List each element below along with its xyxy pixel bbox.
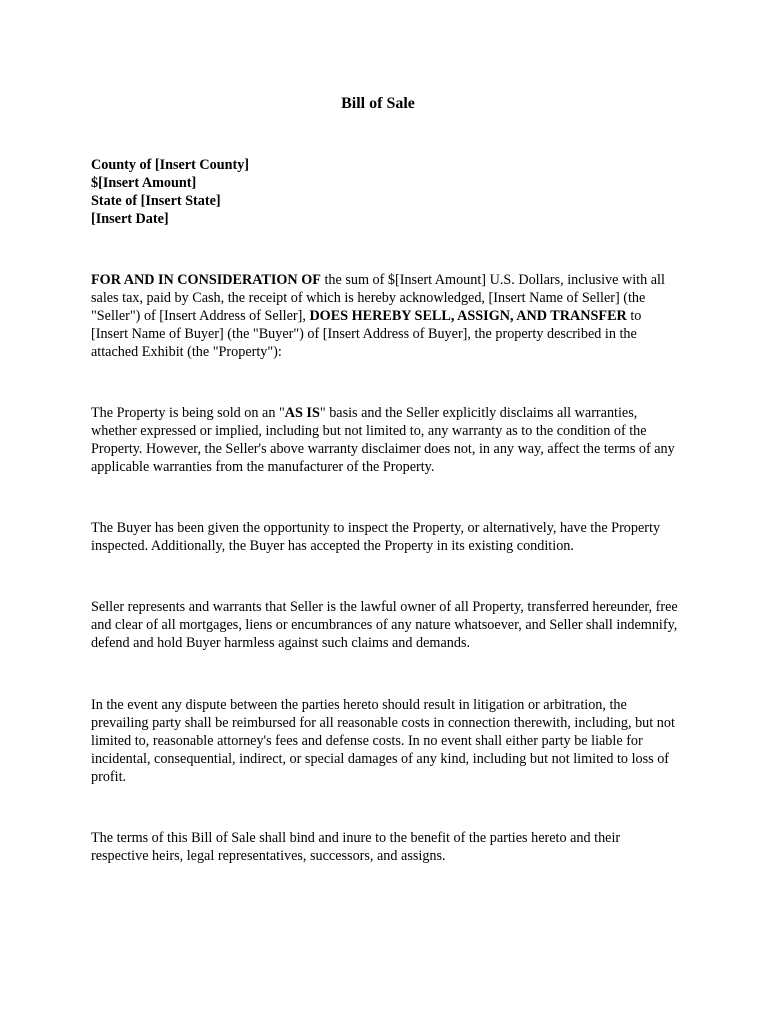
header-date: [Insert Date] (91, 211, 169, 227)
as-is-bold: AS IS (284, 405, 320, 421)
header-amount: $[Insert Amount] (91, 175, 197, 191)
header-block (91, 156, 249, 228)
consideration-text-2: to [Insert Name of Buyer] (the "Buyer") of [Insert Address of Buyer], the property described in the attached Exhibit (the "Property"): (91, 308, 642, 360)
paragraph-as-is (91, 404, 681, 476)
paragraph-consideration (91, 271, 681, 361)
paragraph-ownership: Seller represents and warrants that Seller is the lawful owner of all Property, transferred hereunder, free and clear of all mortgages, liens or encumbrances of any nature whatsoever, and Seller shall indemnify, defend and hold Buyer harmless against such claims and demands. (91, 599, 678, 651)
header-state: State of [Insert State] (91, 193, 221, 209)
consideration-bold: FOR AND IN CONSIDERATION OF (91, 272, 321, 288)
as-is-text-2: " basis and the Seller explicitly disclaims all warranties, whether expressed or implied, including but not limited to, any warranty as to the condition of the Property. However, the Seller's above warranty disclaimer does not, in any way, affect the terms of any applicable warranties from the manufacturer of the Property. (91, 405, 675, 475)
paragraph-binding: The terms of this Bill of Sale shall bind and inure to the benefit of the parties hereto and their respective heirs, legal representatives, successors, and assigns. (91, 830, 621, 864)
consideration-text-1: the sum of $[Insert Amount] U.S. Dollars, inclusive with all sales tax, paid by Cash, the receipt of which is hereby acknowledged, [Insert Name of Seller] (the "Seller") of [Insert Address of Seller], (91, 272, 665, 324)
document-title: Bill of Sale (341, 95, 415, 112)
paragraph-dispute: In the event any dispute between the parties hereto should result in litigation or arbitration, the prevailing party shall be reimbursed for all reasonable costs in connection therewith, including, but not limited to, reasonable attorney's fees and defense costs. In no event shall either party be liable for incidental, consequential, indirect, or special damages of any kind, including but not limited to loss of profit. (91, 697, 675, 785)
transfer-bold: DOES HEREBY SELL, ASSIGN, AND TRANSFER (309, 308, 627, 324)
paragraph-inspection: The Buyer has been given the opportunity to inspect the Property, or alternatively, have the Property inspected. Additionally, the Buyer has accepted the Property in its existing condition. (91, 520, 661, 554)
header-county: County of [Insert County] (91, 157, 250, 173)
as-is-text-1: The Property is being sold on an " (91, 405, 285, 421)
